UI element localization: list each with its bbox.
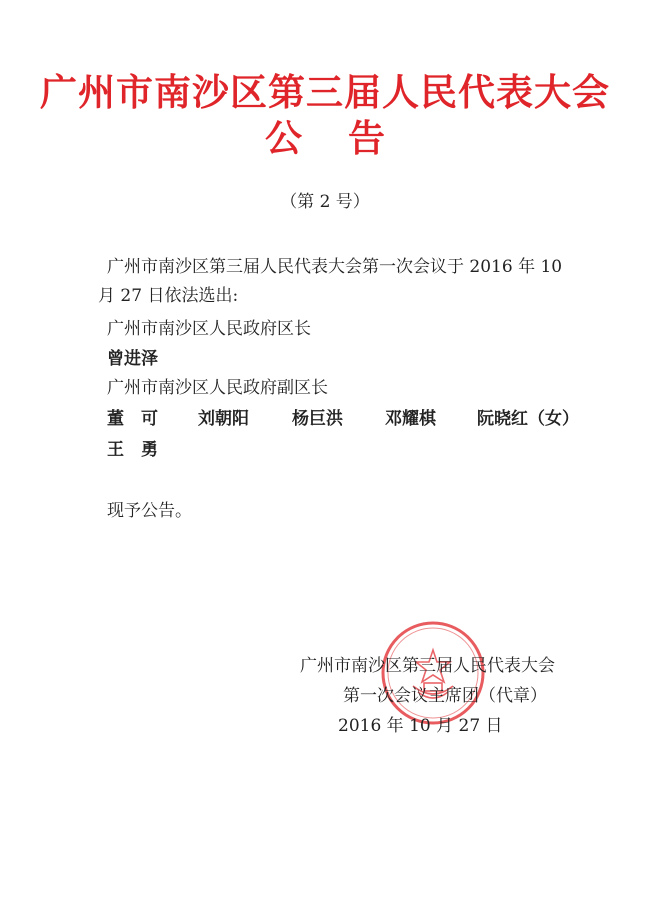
vice-name: 刘朝阳 [198, 409, 249, 429]
intro-line-2: 月 27 日依法选出: [98, 286, 239, 306]
document-number: （第 2 号） [280, 192, 370, 212]
vice-name: 王 勇 [107, 440, 158, 460]
signature-date: 2016 年 10 月 27 日 [338, 716, 503, 736]
signature-org-line-1: 广州市南沙区第三届人民代表大会 [300, 656, 555, 676]
signature-org-line-2: 第一次会议主席团（代章） [343, 686, 547, 706]
vice-name: 董 可 [107, 409, 158, 429]
document-title: 广州市南沙区第三届人民代表大会 [40, 71, 610, 114]
vice-name: 阮晓红（女） [477, 409, 579, 429]
intro-line-1: 广州市南沙区第三届人民代表大会第一次会议于 2016 年 10 [107, 257, 563, 277]
vice-name: 杨巨洪 [292, 409, 343, 429]
vice-name: 邓耀棋 [385, 409, 436, 429]
closing-statement: 现予公告。 [107, 501, 192, 521]
role-vice-mayor: 广州市南沙区人民政府副区长 [107, 378, 328, 398]
role-mayor: 广州市南沙区人民政府区长 [107, 319, 311, 339]
mayor-name: 曾进泽 [107, 349, 158, 369]
document-subtitle: 公告 [265, 117, 431, 160]
